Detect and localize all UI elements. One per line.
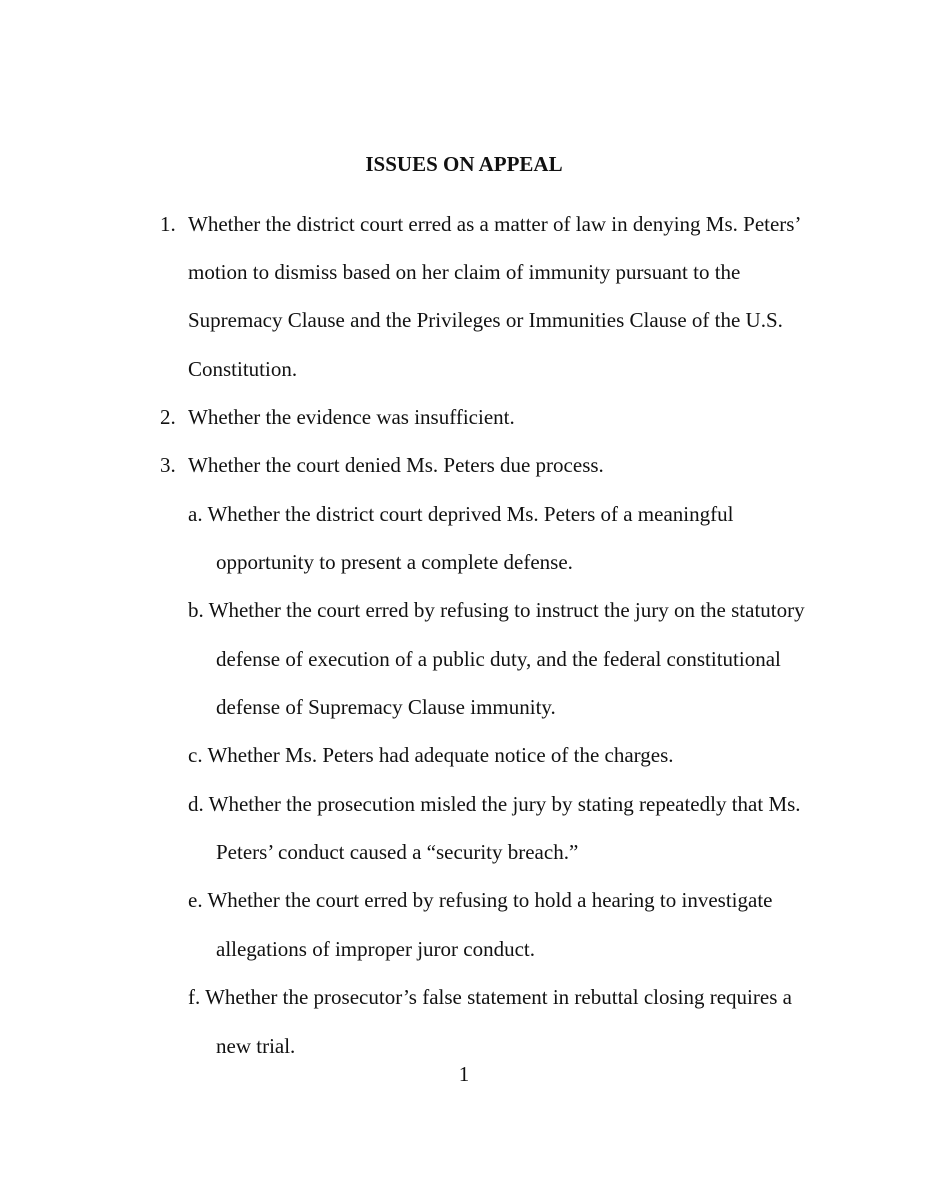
- subissue-text-line: e. Whether the court erred by refusing to hold a hearing to investigate: [188, 888, 773, 912]
- subissue-text-line: defense of Supremacy Clause immunity.: [216, 695, 556, 719]
- subissue-text-line: opportunity to present a complete defense.: [216, 550, 573, 574]
- subissue-text-line: d. Whether the prosecution misled the jury by stating repeatedly that Ms.: [188, 792, 801, 816]
- issue-number: 3.: [160, 453, 176, 477]
- subissue-text-line: f. Whether the prosecutor’s false statement in rebuttal closing requires a: [188, 985, 792, 1009]
- subissue-text-line: c. Whether Ms. Peters had adequate notice of the charges.: [188, 743, 674, 767]
- subissue-text-line: b. Whether the court erred by refusing to instruct the jury on the statutory: [188, 598, 805, 622]
- issue-text-line: Supremacy Clause and the Privileges or Immunities Clause of the U.S.: [188, 308, 783, 332]
- issue-text-line: motion to dismiss based on her claim of immunity pursuant to the: [188, 260, 741, 284]
- subissue-text-line: defense of execution of a public duty, and the federal constitutional: [216, 647, 781, 671]
- issue-text-line: Whether the evidence was insufficient.: [188, 405, 515, 429]
- subissue-text-line: a. Whether the district court deprived Ms. Peters of a meaningful: [188, 502, 734, 526]
- subissue-text-line: allegations of improper juror conduct.: [216, 937, 535, 961]
- subissue-text-line: Peters’ conduct caused a “security breach.”: [216, 840, 579, 864]
- issue-text-line: Constitution.: [188, 357, 298, 381]
- issue-text-line: Whether the court denied Ms. Peters due process.: [188, 453, 604, 477]
- issue-text-line: Whether the district court erred as a matter of law in denying Ms. Peters’: [188, 212, 802, 236]
- page-title: ISSUES ON APPEAL: [365, 152, 563, 176]
- issue-number: 1.: [160, 212, 176, 236]
- subissue-text-line: new trial.: [216, 1034, 296, 1058]
- page-number: 1: [458, 1062, 470, 1086]
- issue-number: 2.: [160, 405, 176, 429]
